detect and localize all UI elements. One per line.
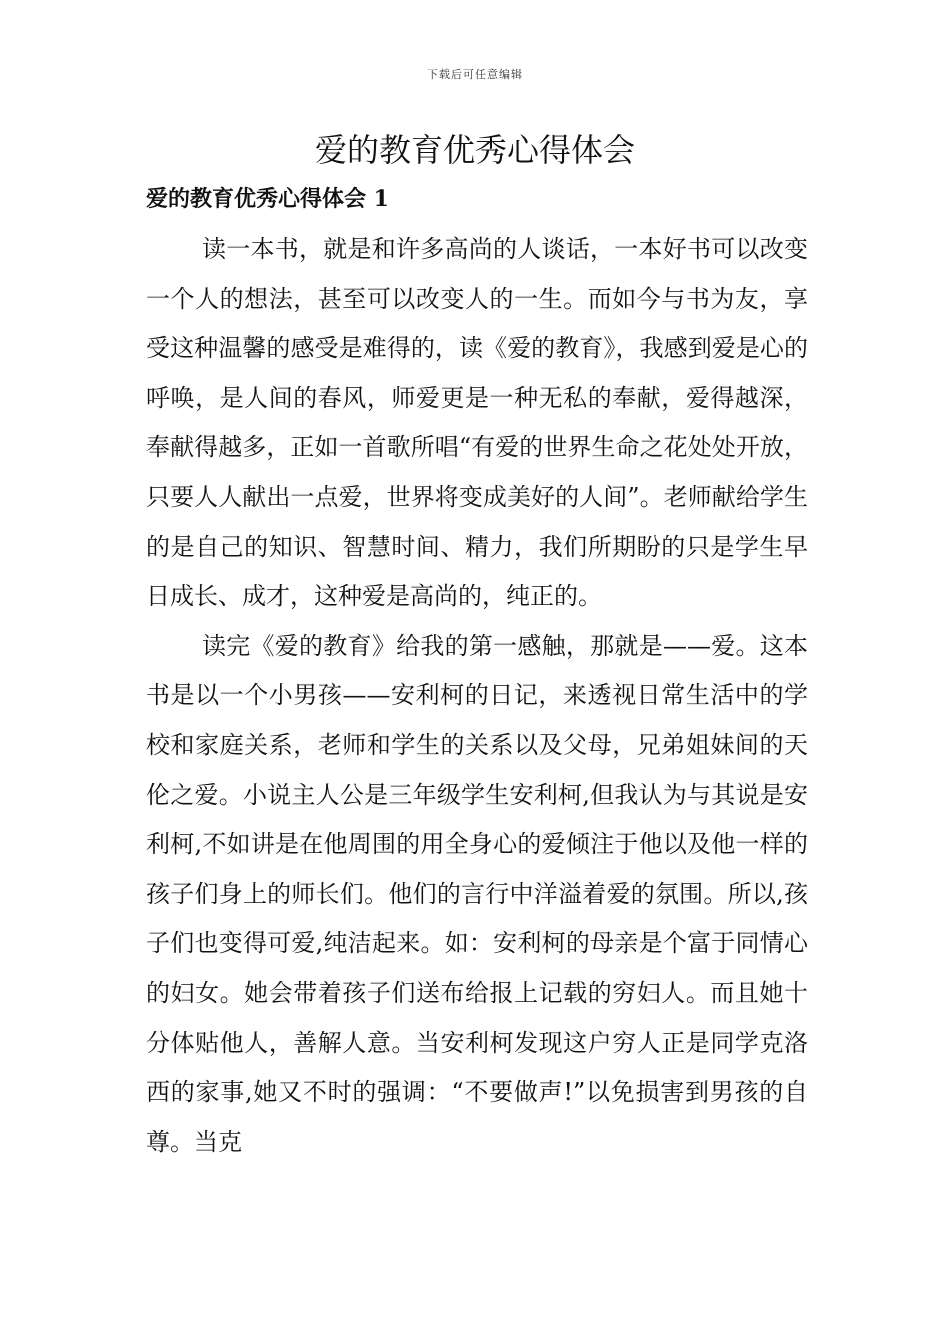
paragraph-1: 读一本书，就是和许多高尚的人谈话，一本好书可以改变一个人的想法，甚至可以改变人的一生。而如今与书为友，享受这种温馨的感受是难得的，读《爱的教育》，我感到爱是心的呼唤，是人间的春风，师爱更是一种无私的奉献，爱得越深，奉献得越多，正如一首歌所唱“有爱的世界生命之花处处开放，只要人人献出一点爱，世界将变成美好的人间”。老师献给学生的是自己的知识、智慧时间、精力，我们所期盼的只是学生早日成长、成才，这种爱是高尚的，纯正的。 [146,235,808,611]
body-text [146,225,808,1167]
header-note: 下载后可任意编辑 [427,68,523,81]
section-subtitle: 爱的教育优秀心得体会 1 [146,186,389,212]
paragraph-2: 读完《爱的教育》给我的第一感触，那就是——爱。这本书是以一个小男孩——安利柯的日记，来透视日常生活中的学校和家庭关系，老师和学生的关系以及父母，兄弟姐妹间的天伦之爱。小说主人公是三年级学生安利柯,但我认为与其说是安利柯,不如讲是在他周围的用全身心的爱倾注于他以及他一样的孩子们身上的师长们。他们的言行中洋溢着爱的氛围。所以,孩子们也变得可爱,纯洁起来。如：安利柯的母亲是个富于同情心的妇女。她会带着孩子们送布给报上记载的穷妇人。而且她十分体贴他人，善解人意。当安利柯发现这户穷人正是同学克洛西的家事,她又不时的强调：“不要做声!”以免损害到男孩的自尊。当克 [146,631,808,1156]
document-title: 爱的教育优秀心得体会 [314,131,635,169]
